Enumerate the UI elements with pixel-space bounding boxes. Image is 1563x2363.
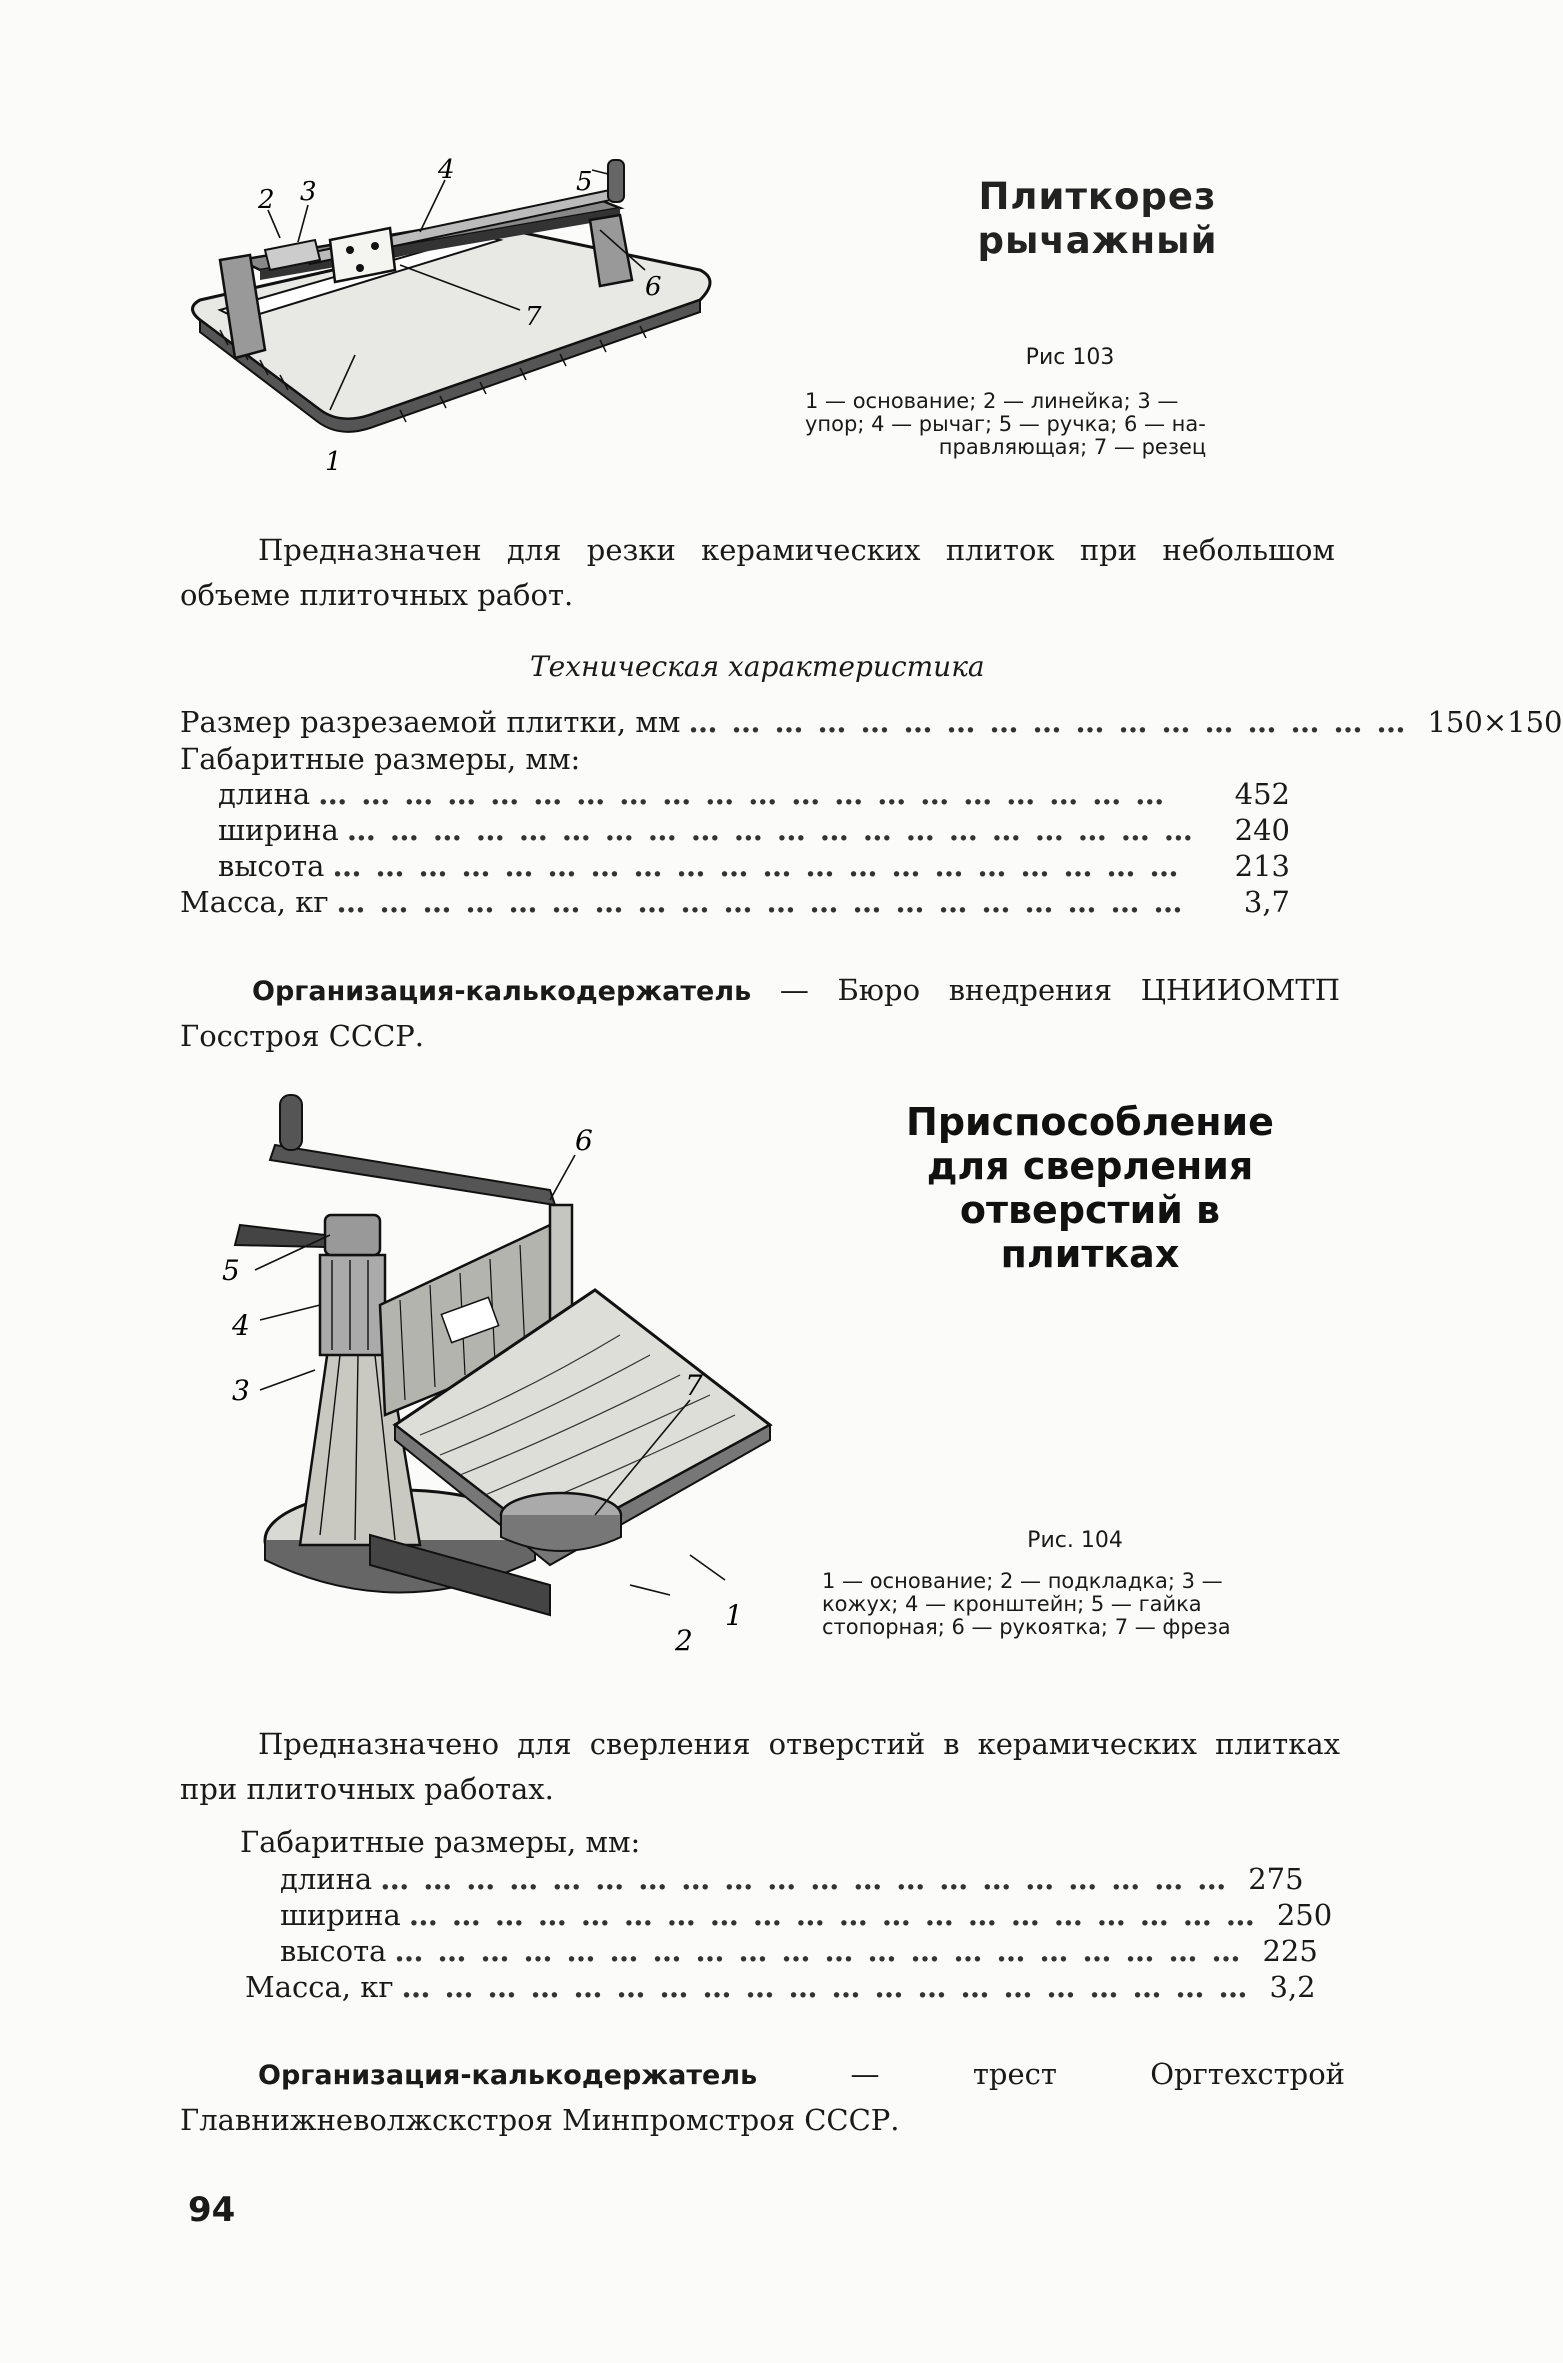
spec-value: 250 [1276, 1898, 1333, 1932]
spec-value: 275 [1248, 1862, 1304, 1896]
spec-row-tile-size: Размер разрезаемой плитки, мм …………………………………………… 150×150 [180, 705, 1563, 739]
fig104-label-6: 6 [575, 1124, 593, 1157]
org-text: — трест Оргтехстрой Главнижневолжскстроя Минпромстроя СССР. [180, 2057, 1345, 2137]
fig104-label-5: 5 [222, 1254, 240, 1287]
spec-label: Габаритные размеры, мм: [180, 742, 581, 776]
figure-103-legend [805, 390, 1340, 459]
spec-label: длина [218, 777, 311, 811]
spec-label: Масса, кг [245, 1970, 394, 2004]
spec-row-width: ширина …………………………………………………… 240 [218, 813, 1290, 847]
spec2-row-overall [240, 1825, 1040, 1859]
figure-104-drilling-device [220, 1095, 790, 1675]
spec2-row-mass: Масса, кг …………………………………………………… 3,2 [245, 1970, 1316, 2004]
org-label: Организация-калькодержатель [252, 976, 752, 1007]
spec-value: 3,2 [1269, 1970, 1316, 2004]
figure-103-tile-cutter [180, 155, 740, 490]
figure-104-legend [822, 1570, 1342, 1639]
fig103-label-2: 2 [258, 185, 275, 215]
spec2-row-width: ширина …………………………………………………… 250 [280, 1898, 1333, 1932]
fig104-label-2: 2 [675, 1624, 693, 1657]
legend-line: правляющая; 7 — резец [938, 435, 1207, 459]
fig104-label-4: 4 [232, 1309, 250, 1342]
page-number: 94 [188, 2190, 236, 2230]
spec-label: Размер разрезаемой плитки, мм [180, 705, 681, 739]
fig104-label-3: 3 [232, 1374, 250, 1407]
spec-value: 3,7 [1243, 885, 1290, 919]
legend-line: стопорная; 6 — рукоятка; 7 — фреза [822, 1615, 1231, 1639]
fig104-label-1: 1 [725, 1599, 743, 1632]
fig103-label-6: 6 [645, 272, 662, 302]
spec-label: Масса, кг [180, 885, 329, 919]
spec2-row-length: длина …………………………………………………… 275 [280, 1862, 1304, 1896]
spec2-row-height: высота …………………………………………………… 225 [280, 1934, 1318, 1968]
spec-label: ширина [280, 1898, 401, 1932]
spec-row-mass: Масса, кг …………………………………………………… 3,7 [180, 885, 1290, 919]
org-label: Организация-калькодержатель [258, 2060, 758, 2091]
legend-line: кожух; 4 — кронштейн; 5 — гайка [822, 1592, 1202, 1616]
spec-label: высота [280, 1934, 387, 1968]
fig103-label-1: 1 [325, 447, 342, 477]
figure-104-number: Рис. 104 [1027, 1528, 1123, 1553]
spec-value: 150×150 [1427, 705, 1563, 739]
spec-row-height: высота …………………………………………………… 213 [218, 849, 1290, 883]
spec-row-length: длина …………………………………………………… 452 [218, 777, 1290, 811]
spec-heading: Техническая характеристика [530, 650, 985, 683]
fig103-label-5: 5 [576, 167, 593, 197]
org-text: — Бюро внедрения ЦНИИОМТП Госстроя СССР. [180, 973, 1340, 1053]
section1-organization [180, 968, 1340, 1059]
spec-label: высота [218, 849, 325, 883]
spec-value: 240 [1234, 813, 1290, 847]
fig103-label-3: 3 [300, 177, 317, 207]
legend-line: упор; 4 — рычаг; 5 — ручка; 6 — на- [805, 412, 1206, 436]
description-text: Предназначен для резки керамических плиток при небольшом объеме плиточных работ. [180, 533, 1335, 612]
spec-row-overall [180, 742, 980, 776]
spec-label: длина [280, 1862, 373, 1896]
legend-line: 1 — основание; 2 — линейка; 3 — [805, 389, 1179, 413]
section1-description [180, 528, 1335, 618]
fig103-label-4: 4 [438, 155, 455, 185]
legend-line: 1 — основание; 2 — подкладка; 3 — [822, 1569, 1223, 1593]
section2-title: Приспособление для сверления отверстий в плитках [906, 1100, 1274, 1276]
section2-organization [180, 2052, 1345, 2143]
fig104-label-7: 7 [685, 1369, 703, 1402]
spec-value: 225 [1262, 1934, 1318, 1968]
spec-label: ширина [218, 813, 339, 847]
section1-title: Плиткорез рычажный [977, 175, 1218, 262]
figure-103-number: Рис 103 [1025, 345, 1115, 370]
spec-value: 213 [1234, 849, 1290, 883]
spec-value: 452 [1234, 777, 1290, 811]
fig103-label-7: 7 [525, 302, 542, 332]
section2-description [180, 1722, 1340, 1812]
description-text: Предназначено для сверления отверстий в керамических плитках при плиточных работах. [180, 1727, 1340, 1806]
spec-label: Габаритные размеры, мм: [240, 1825, 641, 1859]
